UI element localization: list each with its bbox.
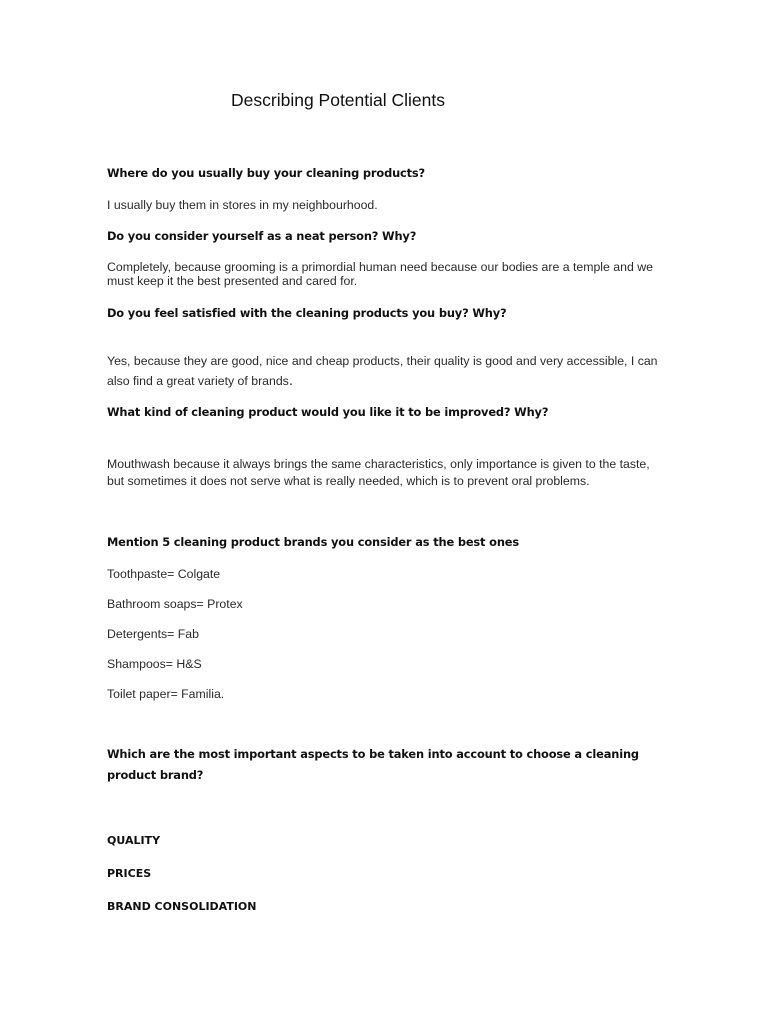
aspect-item: QUALITY	[107, 834, 161, 847]
brand-item: Detergents= Fab	[107, 627, 199, 641]
answer-1: I usually buy them in stores in my neighbourhood.	[107, 198, 378, 212]
brand-item: Shampoos= H&S	[107, 657, 202, 671]
page-title: Describing Potential Clients	[231, 90, 445, 110]
question-3: Do you feel satisfied with the cleaning products you buy? Why?	[107, 306, 507, 320]
answer-4: Mouthwash because it always brings the same characteristics, only importance is given to the taste, but sometimes it does not serve what is really needed, which is to prevent oral problems.	[107, 457, 650, 488]
brand-item: Bathroom soaps= Protex	[107, 597, 243, 611]
brands-question: Mention 5 cleaning product brands you consider as the best ones	[107, 535, 520, 549]
aspect-item: BRAND CONSOLIDATION	[107, 900, 257, 913]
question-2: Do you consider yourself as a neat person? Why?	[107, 229, 417, 243]
brand-item: Toilet paper= Familia.	[107, 687, 225, 701]
answer-2: Completely, because grooming is a primordial human need because our bodies are a temple and we must keep it the best presented and cared for.	[107, 260, 653, 288]
question-1: Where do you usually buy your cleaning products?	[107, 166, 426, 180]
aspect-item: PRICES	[107, 867, 152, 880]
answer-3	[107, 351, 667, 391]
answer-3-text: Yes, because they are good, nice and cheap products, their quality is good and very accessible, I can also find a great variety of brands	[107, 354, 658, 388]
answer-3-period: .	[288, 372, 293, 389]
question-4: What kind of cleaning product would you like it to be improved? Why?	[107, 405, 549, 419]
brand-item: Toothpaste= Colgate	[107, 567, 221, 581]
aspects-question: Which are the most important aspects to be taken into account to choose a cleaning product brand?	[107, 747, 639, 782]
